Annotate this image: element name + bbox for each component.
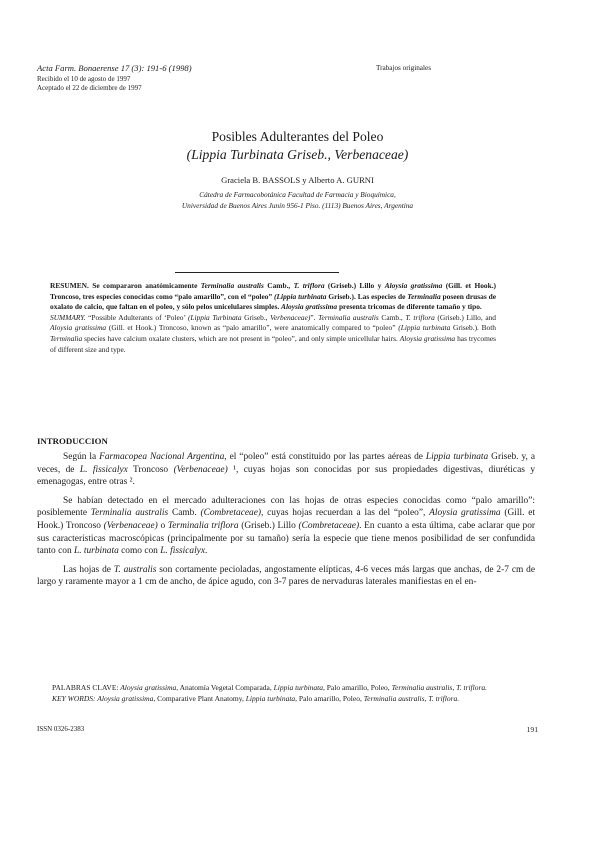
summary-label: SUMMARY. — [50, 312, 86, 322]
text-run: Se compararon anatómicamente — [88, 281, 201, 290]
species-name: T. australis — [113, 564, 157, 575]
palabras-clave — [52, 683, 492, 694]
text-run: (Gill. et Hook.) Troncoso, known as “palo amarillo”, were anatomically compared to “poleo” — [106, 323, 399, 333]
journal-citation: Acta Farm. Bonaerense 17 (3): 191-6 (1998) — [37, 63, 192, 73]
text-run: . En cuanto a esta última, cabe aclarar que por sus características macroscópicas (principalmente por su tamaño) sería la especie que tiene menos posibilidad de ser confundida tanto con — [37, 520, 536, 557]
species-name: Terminalia australis — [90, 508, 169, 519]
text-run: (Griseb.) Lillo — [238, 520, 299, 531]
text-run: Camb. — [168, 508, 201, 519]
separator-rule — [175, 272, 339, 273]
text-run: , el “poleo” está constituido por las partes aéreas de — [224, 452, 426, 462]
received-date: Recibido el 10 de agosto de 1997 — [37, 75, 131, 83]
text-run: , Palo amarillo, Poleo, — [323, 683, 392, 692]
text-run: Griseb., — [241, 312, 271, 322]
text-run: poseen drusas de oxalato de calcio, que faltan en el poleo, y sólo pelos unicelulares simples. — [50, 291, 496, 312]
species-name: L. fissicalyx — [160, 546, 205, 557]
text-run: Camb., — [378, 312, 406, 322]
text-run: Se habían detectado en el mercado adulteraciones con las hojas de otras especies conocidas como “palo amarillo”: posiblemente — [37, 495, 535, 519]
section-heading: INTRODUCCION — [37, 436, 108, 446]
text-run: Griseb.). Las especies de — [326, 291, 408, 301]
species-name: (Lippia turbinata — [274, 291, 327, 301]
text-run: (Griseb.) Lillo, and — [434, 312, 496, 322]
species-name: T. triflora. — [428, 693, 460, 703]
text-run: , Anatomía Vegetal Comparada, — [176, 683, 274, 692]
species-name: Aloysia gratissima — [50, 323, 107, 333]
keywords-block — [52, 683, 492, 704]
species-name: Lippia turbinata — [245, 693, 296, 703]
species-name: (Combretaceae) — [298, 520, 360, 531]
species-name: Aloysia gratissima — [429, 508, 501, 519]
species-name: Terminalia australis — [318, 312, 379, 322]
text-run: has trycomes of different size and type. — [50, 333, 496, 354]
text-run: , cuyas hojas recuerdan a las del “poleo”, — [261, 508, 430, 519]
body-paragraph — [37, 564, 535, 589]
text-run: (Gill. et Hook.) Troncoso, tres especies conocidas como “palo amarillo”, con el “poleo” — [50, 281, 497, 301]
text-run: Según la — [63, 452, 100, 462]
species-name: Lippia turbinata — [425, 452, 489, 462]
species-name: (Lippia turbinata — [398, 323, 451, 333]
italic-run: Farmacopea Nacional Argentina — [99, 452, 225, 462]
text-run: ¹, cuyas hojas son conocidas por sus propiedades digestivas, diuréticas y emenagogas, entre otras ². — [37, 464, 536, 488]
species-name: L. fissicalyx — [79, 464, 128, 475]
text-run: . — [205, 546, 208, 557]
species-name: T. triflora. — [456, 683, 488, 692]
text-run: , — [424, 693, 429, 703]
text-run: Griseb.). Both — [450, 323, 497, 333]
accepted-date: Aceptado el 22 de diciembre de 1997 — [37, 83, 142, 92]
text-run: ”. — [310, 312, 319, 322]
body-paragraph — [37, 495, 535, 558]
text-run: species have calcium oxalate clusters, which are not present in “poleo”, and only simple unicellular hairs. — [82, 333, 400, 343]
text-run: Las hojas de — [63, 564, 114, 575]
text-run: , Comparative Plant Anatomy, — [153, 693, 246, 703]
species-name: Terminalia australis — [200, 281, 264, 290]
section-label: Trabajos originales — [375, 64, 431, 72]
text-run: Troncoso — [127, 464, 174, 475]
species-name: Lippia turbinata — [273, 683, 324, 692]
text-run: (Griseb.) Lillo y — [324, 281, 385, 290]
page-number: 191 — [526, 725, 538, 734]
species-name: (Combretaceae) — [200, 508, 262, 519]
text-run: Camb., — [263, 281, 294, 290]
text-run: Griseb. y, a veces, de — [37, 452, 535, 475]
species-name: Terminalia australis — [363, 693, 425, 703]
affiliation-line: Universidad de Buenos Aires Junín 956-1 Piso. (1113) Buenos Aires, Argentina — [181, 200, 414, 210]
summary-paragraph — [50, 313, 496, 355]
resumen-paragraph — [50, 281, 496, 313]
species-name: (Lippia Turbinata — [187, 312, 242, 322]
species-name: Aloysia gratissima — [118, 683, 177, 692]
keywords-label: PALABRAS CLAVE: — [52, 683, 119, 692]
body-paragraph — [37, 451, 535, 489]
issn-number: ISSN 0326-2383 — [37, 725, 85, 733]
keywords-label: KEY WORDS: — [52, 693, 96, 703]
received-dates — [37, 75, 142, 92]
article-title: Posibles Adulterantes del Poleo — [211, 129, 384, 144]
species-name: Verbenaceae) — [270, 312, 311, 322]
resumen-label: RESUMEN. — [50, 281, 89, 290]
text-run: son cortamente pecioladas, angostamente elípticas, 4-6 veces más largas que anchas, de 2-7 cm de largo y raramente mayor a 1 cm de ancho, de ápice agudo, con 3-7 pares de nervaduras laterales manifiestas en el en- — [37, 564, 535, 588]
species-name: T. triflora — [293, 281, 325, 290]
text-run: , — [452, 683, 457, 692]
species-name: T. triflora — [405, 312, 435, 322]
species-name: Aloysia gratissima — [384, 281, 443, 290]
key-words — [52, 694, 492, 705]
species-name: Terminalia triflora — [167, 520, 239, 531]
article-subtitle: (Lippia Turbinata Griseb., Verbenaceae) — [186, 147, 409, 162]
text-run: , Palo amarillo, Poleo, — [295, 693, 364, 703]
body-text — [37, 451, 535, 595]
affiliation-line: Cátedra de Farmacobotánica Facultad de Farmacia y Bioquímica, — [199, 190, 396, 199]
species-name: (Verbenaceae) — [103, 520, 158, 531]
text-run: presenta tricomas de diferente tamaño y tipo. — [337, 302, 482, 312]
species-name: Terminalia — [50, 333, 83, 343]
species-name: Aloysia gratissima — [399, 333, 456, 343]
text-run: “Possible Adulterants of ‘Poleo’ — [85, 312, 188, 322]
species-name: L. turbinata — [73, 546, 119, 557]
species-name: Terminalia australis — [391, 683, 453, 692]
species-name: (Verbenaceae) — [173, 464, 228, 475]
text-run: o — [157, 520, 168, 531]
article-authors: Graciela B. BASSOLS y Alberto A. GURNI — [221, 175, 374, 185]
species-name: Aloysia gratissima — [95, 693, 154, 703]
species-name: Terminalia — [407, 291, 441, 301]
author-affiliation — [60, 190, 535, 211]
text-run: como con — [118, 546, 161, 557]
abstract-block — [50, 281, 496, 355]
species-name: Aloysia gratissima — [281, 302, 338, 312]
text-run: (Gill. et Hook.) Troncoso — [37, 508, 535, 531]
